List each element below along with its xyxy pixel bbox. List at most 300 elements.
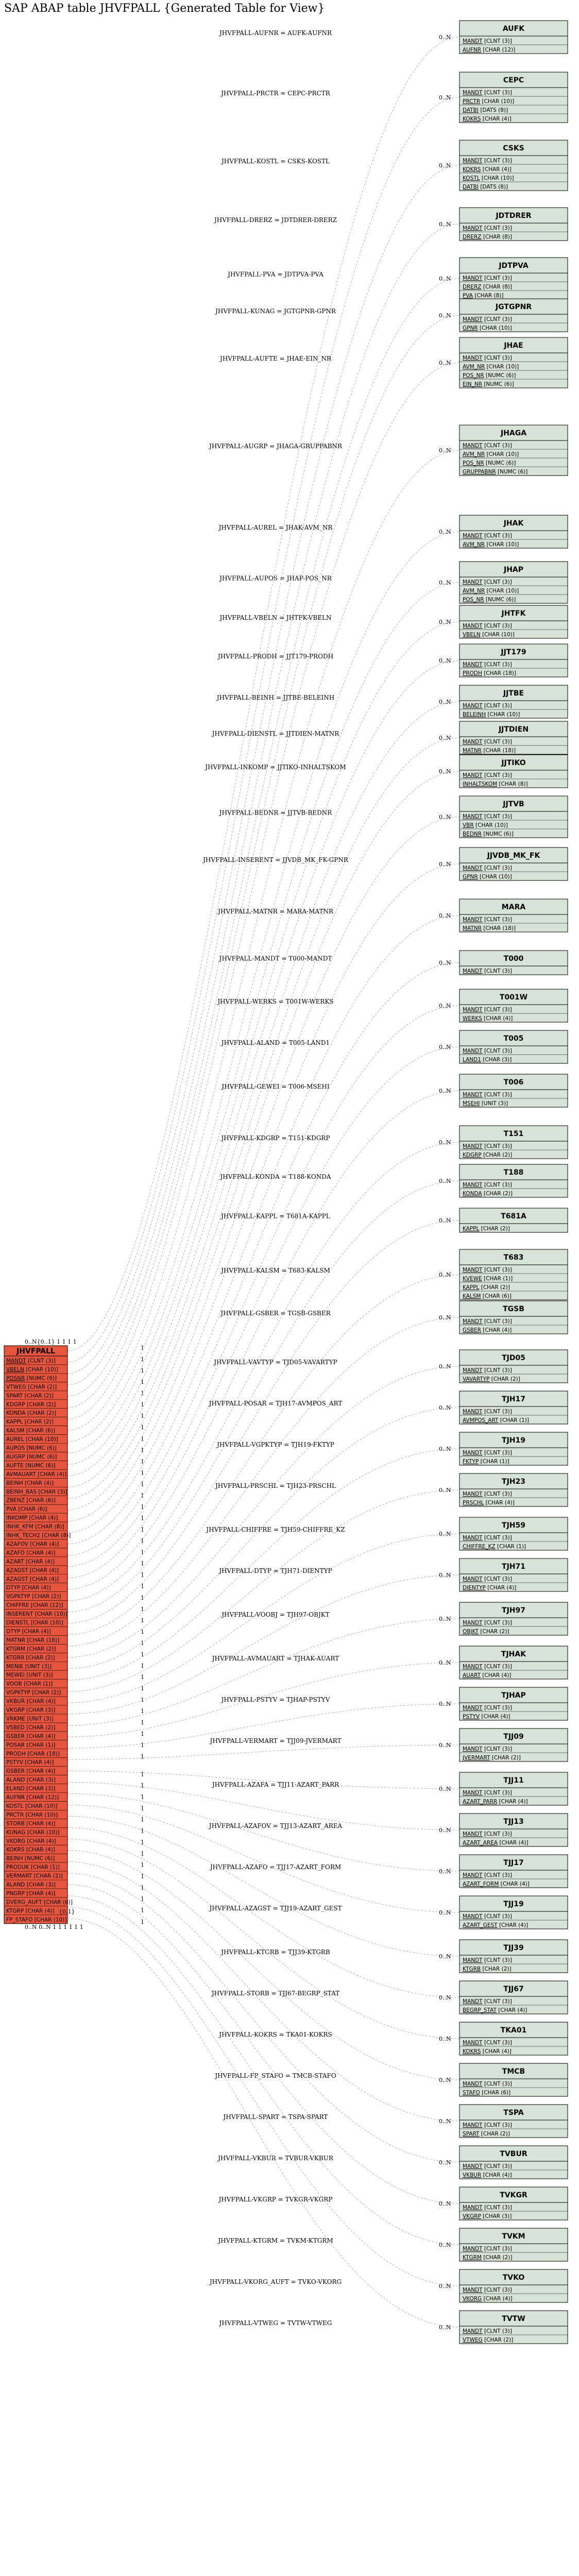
ref-field-row (463, 1913, 512, 1920)
ref-table-name: TJJ39 (503, 1944, 524, 1952)
relation-edge (67, 1816, 459, 1956)
field-type: [CHAR (18)] (482, 748, 516, 754)
field-name: MANDT (463, 662, 483, 668)
field-type: [CHAR (10)] (480, 175, 514, 181)
ref-field-row (463, 284, 512, 290)
field-name: PVA (6, 1506, 17, 1513)
relation-source-cardinality: 1 (141, 1401, 144, 1409)
field-name: MANDT (463, 1092, 483, 1098)
field-name: MANDT (463, 2205, 483, 2211)
field-name: VKBUR (6, 1698, 25, 1705)
ref-field-row (463, 2205, 512, 2211)
relation-cardinality: 0..N (439, 1909, 451, 1916)
relation-cardinality: 0..N (439, 699, 451, 705)
main-field-row (6, 1672, 53, 1679)
ref-table-name: T681A (501, 1212, 526, 1221)
field-name: SPART (6, 1393, 23, 1399)
field-type: [CHAR (10)] (485, 451, 519, 457)
field-type: [CHAR (2)] (481, 1966, 512, 1972)
field-type: [CHAR (4)] (480, 1714, 510, 1720)
ref-field-row (463, 1620, 512, 1626)
field-type: [CLNT (3)] (482, 623, 512, 629)
field-name: KDGRP (6, 1401, 25, 1408)
field-name: AVM_NR (463, 451, 485, 457)
field-type: [CHAR (18)] (482, 925, 516, 931)
ref-table-name: TMCB (502, 2067, 525, 2076)
ref-table-name: T000 (503, 955, 524, 963)
relation-label: JHVFPALL-GEWEI = T006-MSEHI (222, 1083, 330, 1090)
field-type: [CHAR (12)] (25, 1794, 59, 1801)
field-name: MANDT (463, 1705, 483, 1711)
field-type: [CHAR (2)] (24, 1654, 55, 1661)
field-type: [CHAR (2)] (479, 2131, 510, 2137)
field-name: ALAND (6, 1882, 25, 1888)
ref-field-row (463, 662, 512, 668)
field-name: KOKRS (463, 166, 481, 173)
relation-cardinality: 0..N (439, 1742, 451, 1749)
relation-cardinality: 0..N (439, 619, 451, 625)
relation-cardinality: 0..N (439, 162, 451, 169)
field-type: [CHAR (10)] (29, 1620, 63, 1626)
field-type: [CLNT (3)] (26, 1358, 56, 1364)
ref-field-row (463, 1544, 526, 1550)
ref-field-row (463, 1267, 512, 1273)
ref-field-row (463, 381, 514, 387)
relation-cardinality: 0..N (439, 2283, 451, 2290)
ref-field-row (463, 1191, 513, 1197)
field-name: VGPKTYP (6, 1689, 30, 1696)
relation-source-cardinality: 1 (141, 1594, 144, 1601)
field-type: [CHAR (4)] (484, 1500, 515, 1506)
field-type: [CHAR (1)] (498, 1417, 529, 1423)
main-field-row (6, 1637, 59, 1643)
field-name: MANDT (463, 1267, 483, 1273)
main-field-row (6, 1454, 57, 1460)
field-name: ALAND (6, 1777, 25, 1784)
ref-table-jgtgpnr (459, 299, 568, 332)
field-type: [CHAR (2)] (481, 1152, 513, 1158)
relation-label: JHVFPALL-KOSTL = CSKS-KOSTL (221, 158, 330, 165)
field-type: [DATS (8)] (478, 184, 508, 190)
ref-table-name: TJD05 (502, 1354, 525, 1362)
field-name: KOKRS (463, 2048, 481, 2055)
main-field-row (6, 1498, 56, 1504)
relation-source-cardinality: 1 (141, 1731, 144, 1738)
ref-field-row (463, 781, 528, 787)
field-type: [CHAR (2)] (479, 1629, 509, 1635)
field-name: MANDT (463, 443, 483, 449)
field-type: [CHAR (2)] (479, 1226, 510, 1232)
field-name: AUART (463, 1672, 481, 1679)
field-name: MANDT (463, 739, 483, 745)
ref-field-row (463, 1746, 512, 1752)
field-type: [CLNT (3)] (482, 275, 512, 281)
relation-cardinality: 0..N (439, 2077, 451, 2083)
relation-label: JHVFPALL-KONDA = T188-KONDA (220, 1173, 331, 1180)
relation-cardinality: 0..N (439, 1178, 451, 1184)
ref-table-t000 (459, 951, 568, 975)
ref-field-row (463, 234, 512, 240)
ref-field-row (463, 1500, 515, 1506)
ref-field-row (463, 1057, 512, 1063)
field-name: VRKME (6, 1716, 26, 1722)
field-name: KTGRR (6, 1654, 25, 1661)
reference-tables (459, 21, 568, 2344)
main-field-row (6, 1533, 71, 1539)
ref-field-row (463, 865, 512, 871)
relation-source-cardinality: 1 (141, 1413, 144, 1420)
ref-field-row (463, 2246, 512, 2252)
relation-source-cardinality: 1 (141, 1481, 144, 1488)
field-name: VERMART (6, 1873, 32, 1879)
field-name: AVMPOS_ART (463, 1417, 499, 1423)
relation-edge (67, 1534, 459, 1703)
main-field-row (6, 1777, 56, 1783)
relation-cardinality: 0..N (439, 2118, 451, 2125)
ref-table-mara (459, 899, 568, 932)
ref-table-name: TJH97 (502, 1606, 525, 1615)
main-field-row (6, 1445, 57, 1451)
field-type: [CHAR (6)] (480, 2090, 511, 2096)
field-name: MANDT (463, 1746, 483, 1752)
field-name: DTYP (6, 1628, 21, 1635)
field-type: [CHAR (10)] (32, 1917, 67, 1923)
relation-edge (67, 1793, 459, 1871)
relation-label: JHVFPALL-FP_STAFO = TMCB-STAFO (215, 2072, 336, 2079)
field-type: [CHAR (8)] (497, 781, 528, 787)
field-type: [CLNT (3)] (482, 1367, 512, 1374)
main-field-row (6, 1567, 59, 1573)
relation-cardinality: 0..N (439, 2324, 451, 2331)
main-field-row (6, 1707, 55, 1714)
relation-cardinality: 0..N (439, 1487, 451, 1494)
relation-source-cardinality: 1 (141, 1697, 144, 1704)
main-field-row (6, 1838, 56, 1844)
field-type: [CHAR (10)] (23, 1803, 58, 1809)
field-type: [CLNT (3)] (482, 1998, 512, 2005)
field-name: VBR (463, 822, 474, 828)
ref-table-jdtdrer (459, 208, 568, 241)
relation-source-cardinality: 1 (141, 1560, 144, 1567)
main-field-row (6, 1401, 56, 1408)
field-type: [CHAR (10)] (478, 874, 512, 880)
ref-field-row (463, 1007, 512, 1013)
relation-source-cardinality: 1 (141, 1839, 144, 1846)
ref-table-name: TJH17 (502, 1395, 525, 1403)
ref-field-row (463, 1998, 512, 2005)
relation-label: JHVFPALL-VGPKTYP = TJH19-FKTYP (217, 1441, 334, 1448)
field-name: EIN_NR (463, 381, 482, 387)
field-name: MANDT (463, 275, 483, 281)
field-type: [NUMC (6)] (482, 381, 514, 387)
ref-table-name: JHAE (504, 342, 523, 350)
main-field-row (6, 1908, 55, 1914)
field-type: [CHAR (4)] (497, 1799, 528, 1805)
field-type: [CHAR (1)] (22, 1681, 53, 1687)
relation-cardinality: 0..N (439, 312, 451, 319)
relation-source-cardinality: 1 (141, 1503, 144, 1511)
ref-field-row (463, 1831, 512, 1837)
field-name: DRERZ (463, 284, 482, 290)
field-type: [CHAR (2)] (23, 1393, 54, 1399)
ref-field-row (463, 98, 514, 105)
ref-field-row (463, 2090, 510, 2096)
main-top-cardinality: 0..N{0..1} 1 1 1 1 (25, 1338, 77, 1345)
ref-table-name: CSKS (503, 144, 524, 152)
field-name: KOSTL (463, 175, 480, 181)
field-type: [UNIT (3)] (480, 1100, 508, 1107)
relation-label: JHVFPALL-AZAGST = TJJ19-AZART_GEST (209, 1905, 342, 1912)
ref-field-row (463, 90, 512, 96)
relation-label: JHVFPALL-INKOMP = JJTIKO-INHALTSKOM (205, 764, 346, 771)
relation-source-cardinality: 1 (141, 1827, 144, 1835)
relation-edge (67, 864, 459, 1533)
field-type: [CHAR (10)] (485, 541, 519, 548)
field-name: MEWEI (6, 1672, 25, 1679)
ref-field-row (463, 1450, 512, 1456)
relation-label: JHVFPALL-VBELN = JHTFK-VBELN (219, 614, 332, 621)
relation-edge (67, 1851, 459, 2080)
relation-label: JHVFPALL-KTGRM = TVKM-KTGRM (218, 2237, 333, 2244)
field-type: [CHAR (6)] (481, 1293, 512, 1299)
relation-source-cardinality: 1 (141, 1861, 144, 1869)
field-type: [CHAR (1)] (479, 1459, 509, 1465)
ref-field-row (463, 831, 514, 837)
field-type: [CHAR (4)] (23, 1480, 54, 1486)
field-type: [CHAR (4)] (28, 1567, 59, 1574)
field-type: [NUMC (6)] (484, 372, 516, 379)
field-name: GPNR (463, 874, 478, 880)
relation-source-cardinality: 1 (141, 1356, 144, 1363)
relation-label: JHVFPALL-VKORG_AUFT = TVKO-VKORG (209, 2278, 342, 2285)
field-type: [CLNT (3)] (482, 579, 512, 585)
ref-field-row (463, 1367, 512, 1374)
field-name: AZAFOV (6, 1541, 28, 1548)
ref-field-row (463, 293, 503, 299)
ref-field-row (463, 1152, 512, 1158)
ref-table-tjh17 (459, 1391, 568, 1424)
main-field-row (6, 1664, 52, 1670)
ref-table-name: TVBUR (500, 2150, 527, 2158)
relation-source-cardinality: 1 (141, 1685, 144, 1692)
field-name: GPNR (463, 325, 478, 331)
relation-cardinality: 0..N (439, 447, 451, 454)
field-type: [CHAR (10)] (480, 98, 515, 105)
relation-label: JHVFPALL-CHIFFRE = TJH59-CHIFFRE_KZ (206, 1526, 345, 1533)
field-name: POS_NR (463, 460, 484, 466)
field-type: [CHAR (10)] (25, 1829, 60, 1836)
field-type: [CLNT (3)] (482, 2246, 512, 2252)
field-type: [CLNT (3)] (482, 90, 512, 96)
relation-label: JHVFPALL-MATNR = MARA-MATNR (218, 908, 333, 915)
ref-field-row (463, 2007, 527, 2013)
relation-cardinality: 0..N (439, 275, 451, 282)
relation-edge (67, 817, 459, 1521)
main-field-row (6, 1524, 64, 1530)
field-name: AZART_PARR (463, 1799, 498, 1805)
relation-source-cardinality: 1 (141, 1816, 144, 1823)
ref-field-row (463, 541, 519, 548)
field-name: KUNAG (6, 1829, 26, 1836)
relation-source-cardinality: 1 (141, 1379, 144, 1386)
relation-cardinality: 0..N (439, 814, 451, 821)
main-field-row (6, 1358, 56, 1364)
main-field-row (6, 1410, 56, 1416)
ref-field-row (463, 2048, 512, 2055)
ref-table-jjtiko (459, 755, 568, 788)
relation-label: JHVFPALL-VAVTYP = TJD05-VAVARTYP (214, 1359, 337, 1366)
ref-table-name: TJHAP (501, 1691, 526, 1700)
field-type: [CHAR (1)] (495, 1544, 526, 1550)
field-type: [CLNT (3)] (482, 2122, 512, 2128)
ref-table-jhae (459, 337, 568, 388)
field-name: MANDT (463, 1535, 483, 1541)
ref-table-tjd05 (459, 1350, 568, 1383)
field-type: [CHAR (2)] (26, 1384, 57, 1391)
field-type: [CHAR (4)] (497, 1922, 529, 1928)
ref-field-row (463, 107, 508, 113)
relation-label: JHVFPALL-AZAFO = TJJ17-AZART_FORM (210, 1863, 342, 1871)
relation-edge (67, 1317, 459, 1646)
main-field-row (6, 1428, 55, 1434)
field-type: [CHAR (4)] (24, 1768, 56, 1775)
field-type: [CHAR (4)] (28, 1541, 59, 1548)
main-field-row (6, 1917, 67, 1923)
field-type: [CHAR (3)] (25, 1882, 56, 1888)
field-name: KOSTL (6, 1803, 24, 1809)
field-name: MANDT (463, 1790, 483, 1796)
ref-field-row (463, 1705, 512, 1711)
relation-cardinality: 0..N (439, 529, 451, 535)
ref-field-row (463, 47, 515, 53)
main-field-row (6, 1463, 55, 1469)
page-title: SAP ABAP table JHVFPALL {Generated Table for View} (4, 2, 325, 15)
ref-table-tjj09 (459, 1728, 568, 1761)
ref-table-t683 (459, 1249, 568, 1300)
field-type: [CHAR (2)] (479, 1284, 510, 1291)
field-name: MANDT (463, 1491, 483, 1497)
field-name: MANDT (463, 1318, 483, 1325)
field-name: SPART (463, 2131, 480, 2137)
main-table-name: JHVFPALL (16, 1347, 55, 1355)
ref-table-name: JGTGPNR (495, 303, 532, 311)
field-type: [CHAR (2)] (482, 1191, 513, 1197)
field-type: [CHAR (2)] (482, 2337, 514, 2343)
ref-table-tjhak (459, 1646, 568, 1679)
relation-label: JHVFPALL-WERKS = T001W-WERKS (217, 998, 334, 1005)
field-name: BEGRP_STAT (463, 2007, 497, 2013)
relation-edge (67, 1907, 459, 2286)
field-type: [CHAR (18)] (482, 670, 517, 676)
field-name: VSBED (6, 1724, 25, 1731)
relation-source-cardinality: 1 (141, 1537, 144, 1545)
relation-cardinality: 0..N (439, 1531, 451, 1537)
relation-cardinality: 0..N (439, 1314, 451, 1321)
field-name: KTGRB (463, 1966, 481, 1972)
field-type: [CHAR (2)] (25, 1410, 56, 1417)
ref-field-row (463, 1664, 512, 1670)
field-type: [CLNT (3)] (482, 2205, 512, 2211)
field-type: [CLNT (3)] (482, 1746, 512, 1752)
main-field-row (6, 1847, 55, 1853)
ref-table-name: JJTIKO (501, 759, 526, 767)
ref-table-name: MARA (501, 903, 526, 911)
relation-label: JHVFPALL-PRSCHL = TJH23-PRSCHL (215, 1482, 336, 1489)
relation-source-cardinality: 1 (141, 1424, 144, 1431)
ref-table-name: TVTW (502, 2315, 525, 2323)
main-field-row (6, 1585, 51, 1591)
relation-label: JHVFPALL-VTWEG = TVTW-VTWEG (219, 2319, 332, 2327)
ref-table-tjj17 (459, 1855, 568, 1888)
field-type: [CHAR (4)] (36, 1471, 67, 1478)
ref-field-row (463, 364, 519, 370)
ref-table-t151 (459, 1126, 568, 1159)
ref-table-jjvdb_mk_fk (459, 848, 568, 880)
ref-field-row (463, 1881, 530, 1887)
ref-field-row (463, 116, 512, 122)
field-name: KTGRM (463, 2255, 482, 2261)
field-type: [CHAR (6)] (25, 1497, 56, 1504)
field-name: BEINH (6, 1480, 23, 1486)
field-type: [CLNT (3)] (482, 2163, 512, 2170)
field-name: DRERZ (463, 234, 482, 240)
ref-field-row (463, 2213, 512, 2219)
relation-label: JHVFPALL-POSAR = TJH17-AVMPOS_ART (209, 1400, 343, 1407)
relation-source-cardinality: 1 (141, 1873, 144, 1880)
relation-source-cardinality: 1 (141, 1345, 144, 1351)
relation-edge (67, 1275, 459, 1635)
field-type: [DATS (8)] (478, 107, 508, 113)
field-name: INSERENT (6, 1611, 33, 1618)
ref-table-cepc (459, 72, 568, 123)
field-name: MANDT (463, 623, 483, 629)
field-name: MANDT (463, 1620, 483, 1626)
field-type: [CHAR (8)] (33, 1523, 64, 1530)
main-field-row (6, 1471, 66, 1478)
ref-field-row (463, 2328, 512, 2334)
relation-source-cardinality: 1 (141, 1515, 144, 1522)
relation-cardinality: 0..N (439, 1616, 451, 1622)
ref-table-jdtpva (459, 258, 568, 299)
ref-field-row (463, 748, 516, 754)
field-type: [NUMC (6)] (23, 1462, 56, 1469)
field-name: CHIFFRE_KZ (463, 1544, 496, 1550)
main-field-row (6, 1882, 56, 1888)
field-name: MANDT (463, 355, 483, 361)
field-type: [CLNT (3)] (482, 703, 512, 709)
ref-field-row (463, 38, 512, 44)
relation-label: JHVFPALL-KOKRS = TKA01-KOKRS (219, 2031, 332, 2038)
ref-field-row (463, 533, 512, 539)
ref-field-row (463, 1327, 512, 1333)
field-name: AVMAUART (6, 1471, 36, 1478)
field-type: [CHAR (2)] (24, 1724, 56, 1731)
field-name: MANDT (463, 1664, 483, 1670)
ref-table-name: TJH19 (502, 1436, 525, 1445)
field-type: [CHAR (4)] (27, 1515, 58, 1521)
field-type: [CHAR (3)] (24, 1786, 56, 1792)
field-name: WERKS (463, 1015, 482, 1022)
field-type: [CLNT (3)] (482, 1872, 512, 1878)
field-name: MANDT (463, 533, 483, 539)
relation-source-cardinality: 1 (141, 1583, 144, 1590)
field-name: MANDT (463, 1831, 483, 1837)
field-type: [CHAR (3)] (481, 2213, 512, 2219)
field-name: LAND1 (463, 1057, 481, 1063)
ref-table-jjtdien (459, 721, 568, 754)
ref-table-tjhap (459, 1687, 568, 1720)
main-field-row (6, 1489, 67, 1495)
